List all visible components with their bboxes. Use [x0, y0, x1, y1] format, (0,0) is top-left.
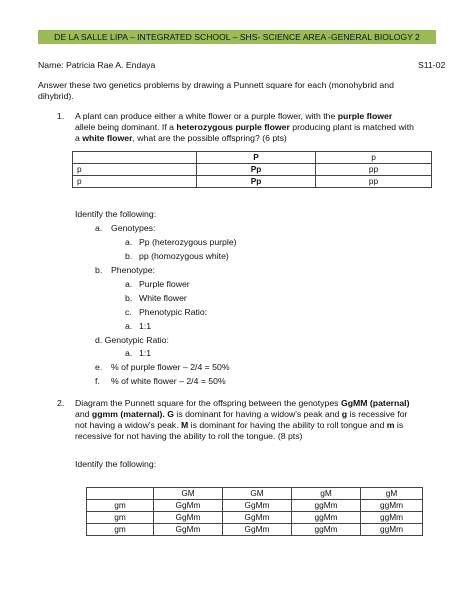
q1-d-item-1-label: a.: [125, 348, 133, 358]
q2-line-2: and ggmm (maternal). G is dominant for having a widow's peak and g is recessive for: [75, 409, 408, 419]
q1-b-item-1: Purple flower: [139, 279, 190, 289]
q1-a-item-2: pp (homozygous white): [139, 251, 229, 261]
table-header-cell: gM: [292, 488, 361, 500]
table-cell: p: [73, 176, 197, 188]
q1-line-3: a white flower, what are the possible offspring? (6 pts): [75, 133, 287, 143]
table-cell: ggMm: [361, 512, 423, 524]
q1-purple-percent: % of purple flower – 2/4 = 50%: [111, 362, 230, 372]
course-banner: DE LA SALLE LIPA – INTEGRATED SCHOOL – SHS- SCIENCE AREA -GENERAL BIOLOGY 2: [38, 30, 436, 44]
table-row: [87, 500, 423, 512]
table-cell: GgMm: [154, 500, 223, 512]
table-cell: ggMm: [292, 524, 361, 536]
q1-b-item-3-label: c.: [125, 307, 132, 317]
q2-line-1: Diagram the Punnett square for the offspring between the genotypes GgMM (paternal): [75, 398, 410, 408]
table-header-cell: gM: [361, 488, 423, 500]
q1-a-item-1-label: a.: [125, 237, 133, 247]
table-row: [73, 164, 432, 176]
q1-b-label: b.: [95, 265, 103, 275]
table-cell: pp: [316, 164, 432, 176]
table-row: [87, 512, 423, 524]
table-header-row: [87, 488, 423, 500]
q1-a-label: a.: [95, 223, 103, 233]
student-section: S11-02: [418, 60, 446, 70]
q2-line-3: not having a widow's peak. M is dominant for having the ability to roll tongue and m is: [75, 420, 404, 430]
q1-b-item-2-label: b.: [125, 293, 133, 303]
table-header-cell: [73, 152, 197, 164]
table-cell: gm: [87, 512, 154, 524]
q1-b-item-1-label: a.: [125, 279, 133, 289]
q1-white-percent: % of white flower – 2/4 = 50%: [111, 376, 226, 386]
q1-phenotype-heading: Phenotype:: [111, 265, 155, 275]
table-cell: gm: [87, 500, 154, 512]
table-row: [73, 176, 432, 188]
table-cell: p: [73, 164, 197, 176]
q2-punnett-table: [86, 487, 423, 536]
q1-b-item-4: 1:1: [139, 321, 152, 331]
table-header-cell: GM: [154, 488, 223, 500]
table-cell: ggMm: [361, 500, 423, 512]
q1-b-item-4-label: a.: [125, 321, 133, 331]
table-cell: GgMm: [223, 524, 292, 536]
q2-number: 2.: [57, 398, 65, 408]
student-name: Name: Patricia Rae A. Endaya: [38, 60, 156, 70]
q1-a-item-2-label: b.: [125, 251, 133, 261]
table-cell: ggMm: [292, 500, 361, 512]
table-row: [87, 524, 423, 536]
table-cell: GgMm: [223, 512, 292, 524]
q1-a-item-1: Pp (heterozygous purple): [139, 237, 237, 247]
table-header-cell: [87, 488, 154, 500]
q2-line-4: recessive for not having the ability to roll the tongue. (8 pts): [75, 431, 303, 441]
table-header-cell: p: [316, 152, 432, 164]
q1-genotypes-heading: Genotypes:: [111, 223, 156, 233]
q2-identify-heading: Identify the following:: [75, 459, 157, 469]
table-header-cell: P: [197, 152, 316, 164]
table-cell: Pp: [197, 176, 316, 188]
table-cell: GgMm: [154, 524, 223, 536]
q1-line-2: allele being dominant. If a heterozygous purple flower producing plant is matched with: [75, 122, 414, 132]
q1-line-1: A plant can produce either a white flower or a purple flower, with the purple flower: [75, 111, 393, 121]
instructions-line-2: dihybrid).: [38, 91, 74, 101]
q1-d-item-1: 1:1: [139, 348, 152, 358]
table-cell: pp: [316, 176, 432, 188]
table-cell: ggMm: [361, 524, 423, 536]
instructions-line-1: Answer these two genetics problems by drawing a Punnett square for each (monohybrid and: [38, 80, 394, 90]
q1-number: 1.: [57, 111, 65, 121]
table-header-row: [73, 152, 432, 164]
q1-punnett-table: [72, 151, 432, 188]
q1-f-label: f.: [95, 376, 100, 386]
q1-b-item-2: White flower: [139, 293, 187, 303]
table-cell: gm: [87, 524, 154, 536]
table-cell: GgMm: [154, 512, 223, 524]
q1-b-item-3: Phenotypic Ratio:: [139, 307, 208, 317]
q1-e-label: e.: [95, 362, 103, 372]
table-cell: Pp: [197, 164, 316, 176]
table-cell: GgMm: [223, 500, 292, 512]
q1-identify-heading: Identify the following:: [75, 209, 157, 219]
table-cell: ggMm: [292, 512, 361, 524]
q1-genotypic-ratio-heading: d. Genotypic Ratio:: [95, 335, 169, 345]
table-header-cell: GM: [223, 488, 292, 500]
